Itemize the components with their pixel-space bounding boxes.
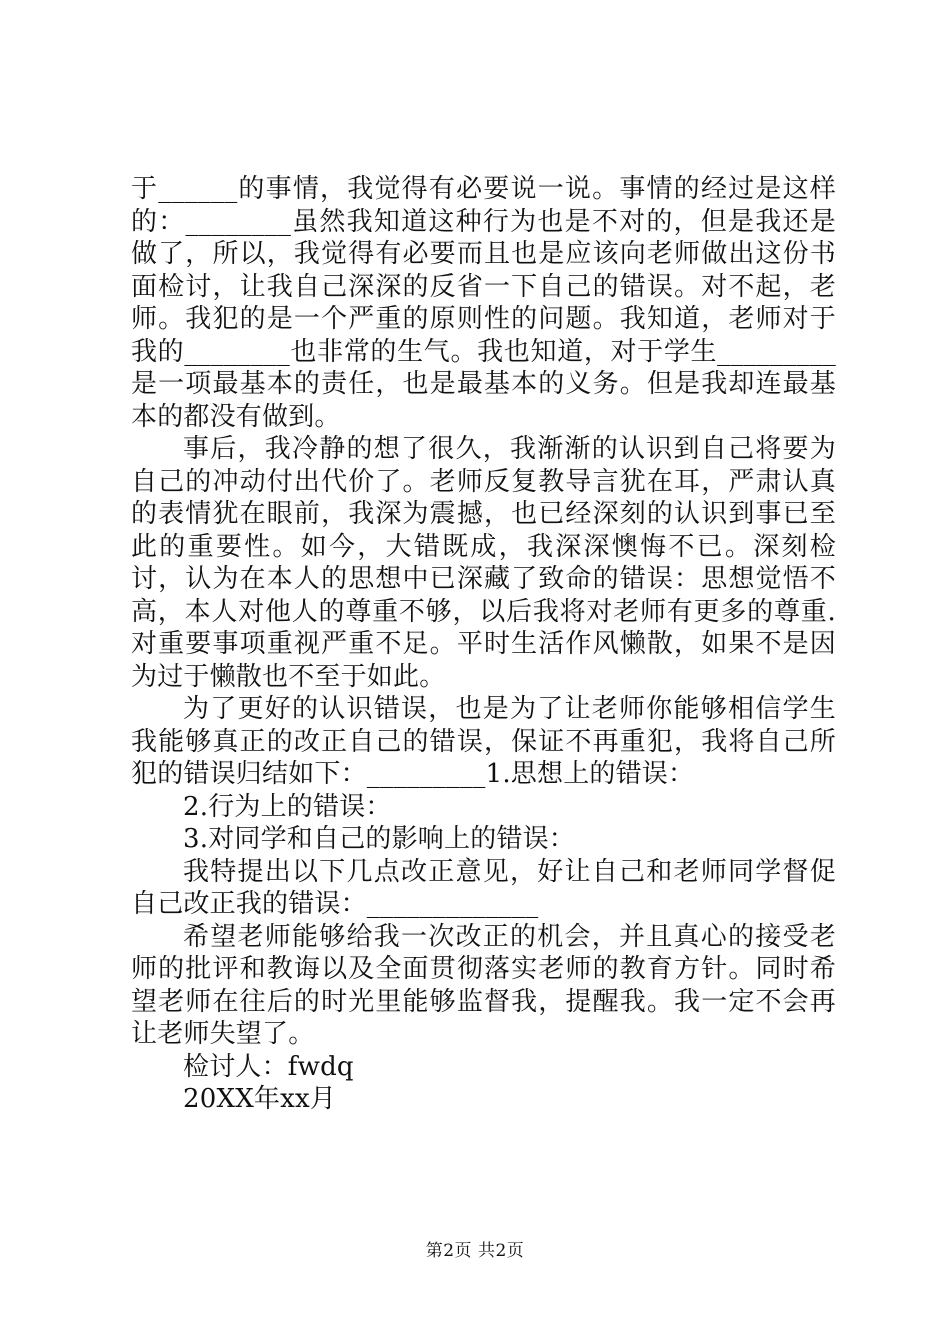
- list-item-behavior-error: 2.行为上的错误：: [183, 791, 392, 822]
- paragraph-incident: 于______的事情，我觉得有必要说一说。事情的经过是这样的：________虽然我知道这种行为也是不对的，但是我还是做了，所以，我觉得有必要而且也是应该向老师做出这份书面检讨，让我自己深深的反省一下自己的错误。对不起，老师。我犯的是一个严重的原则性的问题。我知道，老师对于我的________也非常的生气。我也知道，对于学生_________是一项最基本的责任，也是最基本的义务。但是我却连最基本的都没有做到。: [131, 174, 836, 432]
- list-item-influence-error: 3.对同学和自己的影响上的错误：: [183, 824, 576, 854]
- document-body: [131, 173, 836, 1116]
- page-footer: 第2页 共2页: [425, 1241, 525, 1261]
- paragraph-correction: 我特提出以下几点改正意见，好让自己和老师同学督促自己改正我的错误：_____________: [131, 856, 836, 919]
- paragraph-reflection: 事后，我冷静的想了很久，我渐渐的认识到自己将要为自己的冲动付出代价了。老师反复教导言犹在耳，严肃认真的表情犹在眼前，我深为震撼，也已经深刻的认识到事已至此的重要性。如今，大错既成，我深深懊悔不已。深刻检讨，认为在本人的思想中已深藏了致命的错误：思想觉悟不高，本人对他人的尊重不够，以后我将对老师有更多的尊重.对重要事项重视严重不足。平时生活作风懒散，如果不是因为过于懒散也不至于如此。: [131, 434, 836, 692]
- paragraph-hope: 希望老师能够给我一次改正的机会，并且真心的接受老师的批评和教诲以及全面贯彻落实老师的教育方针。同时希望老师在往后的时光里能够监督我，提醒我。我一定不会再让老师失望了。: [131, 921, 836, 1049]
- signature-line: 检讨人：fwdq: [183, 1051, 354, 1082]
- paragraph-error-summary: 为了更好的认识错误，也是为了让老师你能够相信学生我能够真正的改正自己的错误，保证不再重犯，我将自己所犯的错误归结如下：_________1.思想上的错误：: [131, 694, 836, 789]
- date-line: 20XX年xx月: [183, 1084, 337, 1114]
